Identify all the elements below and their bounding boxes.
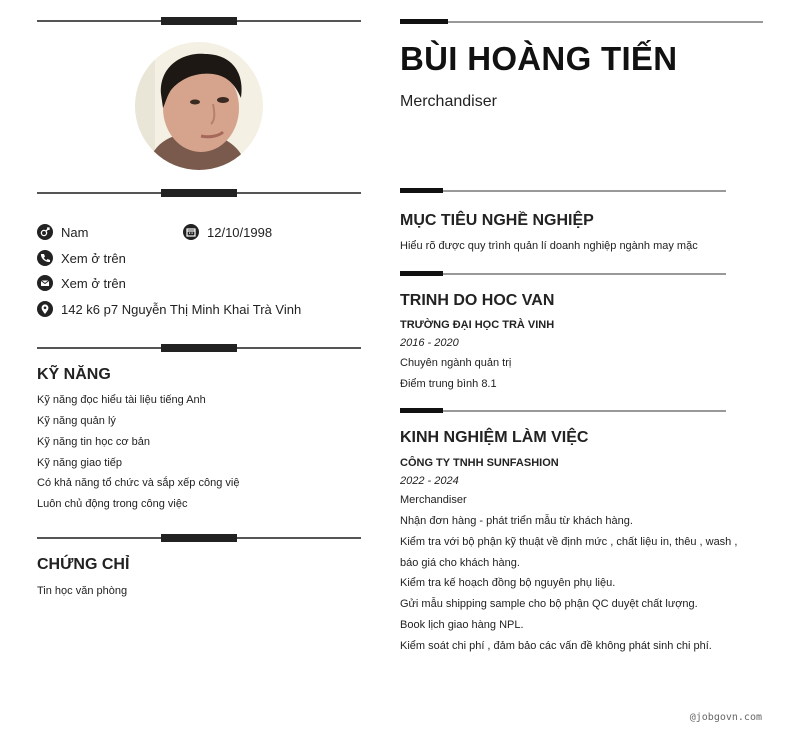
skill-item: Kỹ năng tin học cơ bản [37,436,151,448]
certificates-heading: CHỨNG CHỈ [37,556,130,573]
location-pin-icon [37,301,53,317]
experience-heading: KINH NGHIỆM LÀM VIỆC [400,429,589,446]
info-gender [37,224,88,240]
divider-education [400,273,726,275]
skill-item: Kỹ năng giao tiếp [37,457,123,469]
email-value: Xem ở trên [61,275,126,291]
experience-line: Kiểm tra với bộ phận kỹ thuật về định mức , chất liệu in, thêu , wash , [400,536,738,548]
calendar-icon [183,224,199,240]
divider-experience [400,410,726,412]
experience-line: Gửi mẫu shipping sample cho bộ phận QC duyệt chất lượng. [400,598,698,610]
certificate-item: Tin học văn phòng [37,585,128,597]
divider-top-left [37,20,361,22]
experience-line: Merchandiser [400,494,467,506]
education-line: Chuyên ngành quản trị [400,357,512,369]
education-heading: TRINH DO HOC VAN [400,292,555,309]
full-name: BÙI HOÀNG TIẾN [400,40,678,77]
objective-heading: MỤC TIÊU NGHỀ NGHIỆP [400,212,594,229]
avatar [135,42,263,170]
phone-icon [37,250,53,266]
info-phone [37,250,126,266]
skill-item: Kỹ năng đọc hiểu tài liệu tiếng Anh [37,394,206,406]
education-line: Điểm trung bình 8.1 [400,378,497,390]
school-name: TRƯỜNG ĐẠI HỌC TRÀ VINH [400,319,555,331]
experience-line: Kiểm soát chi phí , đảm bảo các vấn đề không phát sinh chi phí. [400,640,712,652]
email-icon [37,275,53,291]
experience-line: Book lịch giao hàng NPL. [400,619,524,631]
phone-value: Xem ở trên [61,250,126,266]
info-address [37,301,301,317]
divider-info [37,192,361,194]
skills-heading: KỸ NĂNG [37,366,111,383]
divider-certificates [37,537,361,539]
divider-objective [400,190,726,192]
education-period: 2016 - 2020 [400,337,459,349]
experience-period: 2022 - 2024 [400,475,459,487]
divider-top-right [400,21,763,23]
skill-item: Có khả năng tổ chức và sắp xếp công việ [37,477,240,489]
experience-line: Kiểm tra kế hoạch đồng bộ nguyên phụ liệu. [400,577,616,589]
skill-item: Luôn chủ động trong công việc [37,498,188,510]
company-name: CÔNG TY TNHH SUNFASHION [400,457,559,469]
divider-skills [37,347,361,349]
experience-line: báo giá cho khách hàng. [400,557,520,569]
info-dob [183,224,272,240]
info-email [37,275,126,291]
skill-item: Kỹ năng quản lý [37,415,116,427]
gender-icon [37,224,53,240]
gender-value: Nam [61,224,89,240]
address-value: 142 k6 p7 Nguyễn Thị Minh Khai Trà Vinh [61,301,302,317]
objective-text: Hiểu rõ được quy trình quản lí doanh nghiệp ngành may mặc [400,240,698,252]
experience-line: Nhận đơn hàng - phát triển mẫu từ khách hàng. [400,515,633,527]
job-title: Merchandiser [400,93,497,110]
footer-watermark: @jobgovn.com [689,712,762,723]
dob-value: 12/10/1998 [207,224,273,240]
